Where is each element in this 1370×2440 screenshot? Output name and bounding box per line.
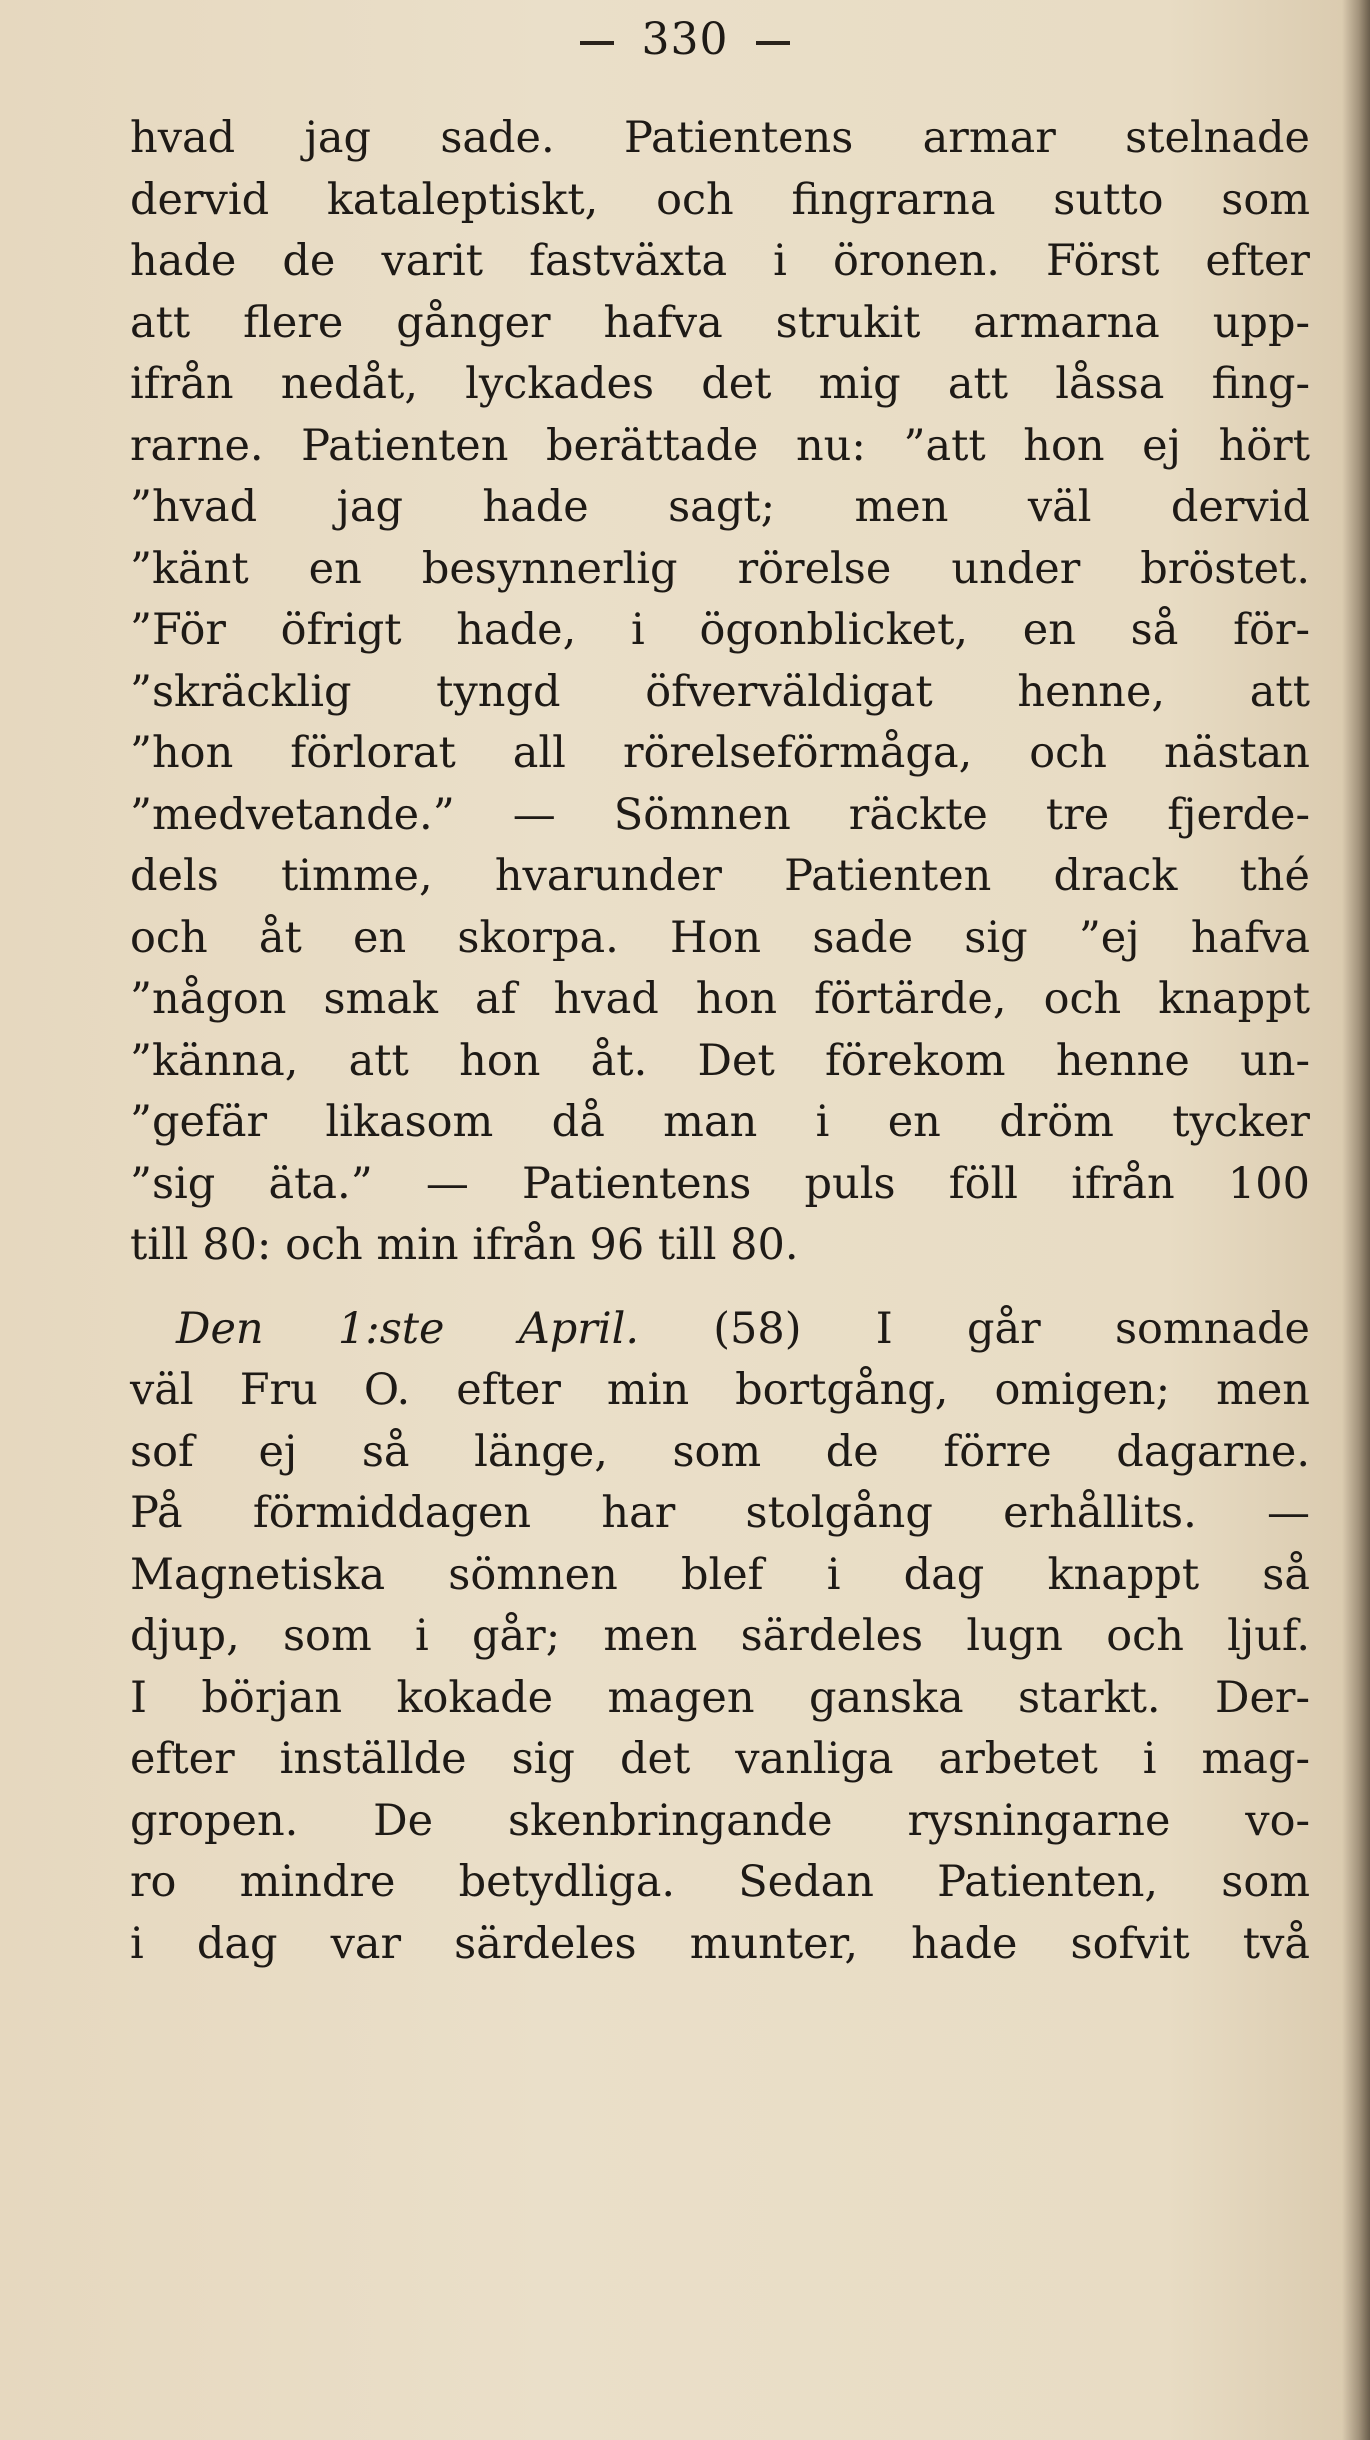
text-line: ifrån nedåt, lyckades det mig att låssa fing- <box>130 359 1310 409</box>
text-line: ”känna, att hon åt. Det förekom henne un- <box>130 1035 1310 1086</box>
text-line: På förmiddagen har stolgång erhållits. — <box>130 1488 1310 1538</box>
text-line: dervid kataleptiskt, och fingrarna sutto som <box>130 174 1310 225</box>
text-line: i dag var särdeles munter, hade sofvit två <box>130 1918 1310 1969</box>
dateline-text: (58) I går somnade <box>639 1303 1310 1354</box>
text-line: hade de varit fastväxta i öronen. Först efter <box>130 236 1310 286</box>
text-line: att flere gånger hafva strukit armarna upp- <box>130 297 1310 348</box>
text-line: ”gefär likasom då man i en dröm tycker <box>130 1097 1310 1147</box>
text-line: ”skräcklig tyngd öfverväldigat henne, att <box>130 666 1310 717</box>
body-text <box>130 108 1310 1975</box>
text-line: efter inställde sig det vanliga arbetet i mag- <box>130 1734 1310 1784</box>
text-line: ”någon smak af hvad hon förtärde, och knappt <box>130 974 1310 1024</box>
text-line: väl Fru O. efter min bortgång, omigen; men <box>130 1365 1310 1415</box>
text-line: ”hon förlorat all rörelseförmåga, och nästan <box>130 728 1310 778</box>
text-line: gropen. De skenbringande rysningarne vo- <box>130 1795 1310 1846</box>
text-line: sof ej så länge, som de förre dagarne. <box>130 1426 1310 1477</box>
text-line: ro mindre betydliga. Sedan Patienten, som <box>130 1857 1310 1907</box>
text-line: ”känt en besynnerlig rörelse under bröstet. <box>130 543 1310 594</box>
text-line: ”sig äta.” — Patientens puls föll ifrån 100 <box>130 1158 1310 1209</box>
header-ornament-right <box>756 41 790 45</box>
text-line: hvad jag sade. Patientens armar stelnade <box>130 113 1310 163</box>
page-number: 330 <box>641 14 729 65</box>
text-line: dels timme, hvarunder Patienten drack thé <box>130 851 1310 901</box>
dateline <box>130 1299 1310 1361</box>
text-line: till 80: och min ifrån 96 till 80. <box>130 1220 799 1270</box>
text-line: I början kokade magen ganska starkt. Der- <box>130 1672 1310 1723</box>
text-line: ”medvetande.” — Sömnen räckte tre fjerde- <box>130 789 1310 840</box>
page-header <box>0 14 1370 65</box>
text-line: rarne. Patienten berättade nu: ”att hon ej hört <box>130 420 1310 471</box>
text-line: Magnetiska sömnen blef i dag knappt så <box>130 1549 1310 1600</box>
dateline-date: Den 1:ste April. <box>176 1303 640 1354</box>
page-edge-shadow <box>1342 0 1370 2440</box>
header-ornament-left <box>580 41 614 45</box>
text-line: djup, som i går; men särdeles lugn och ljuf. <box>130 1611 1310 1661</box>
text-line: ”hvad jag hade sagt; men väl dervid <box>130 482 1310 532</box>
text-line: och åt en skorpa. Hon sade sig ”ej hafva <box>130 912 1310 963</box>
text-line: ”För öfrigt hade, i ögonblicket, en så för- <box>130 605 1310 655</box>
